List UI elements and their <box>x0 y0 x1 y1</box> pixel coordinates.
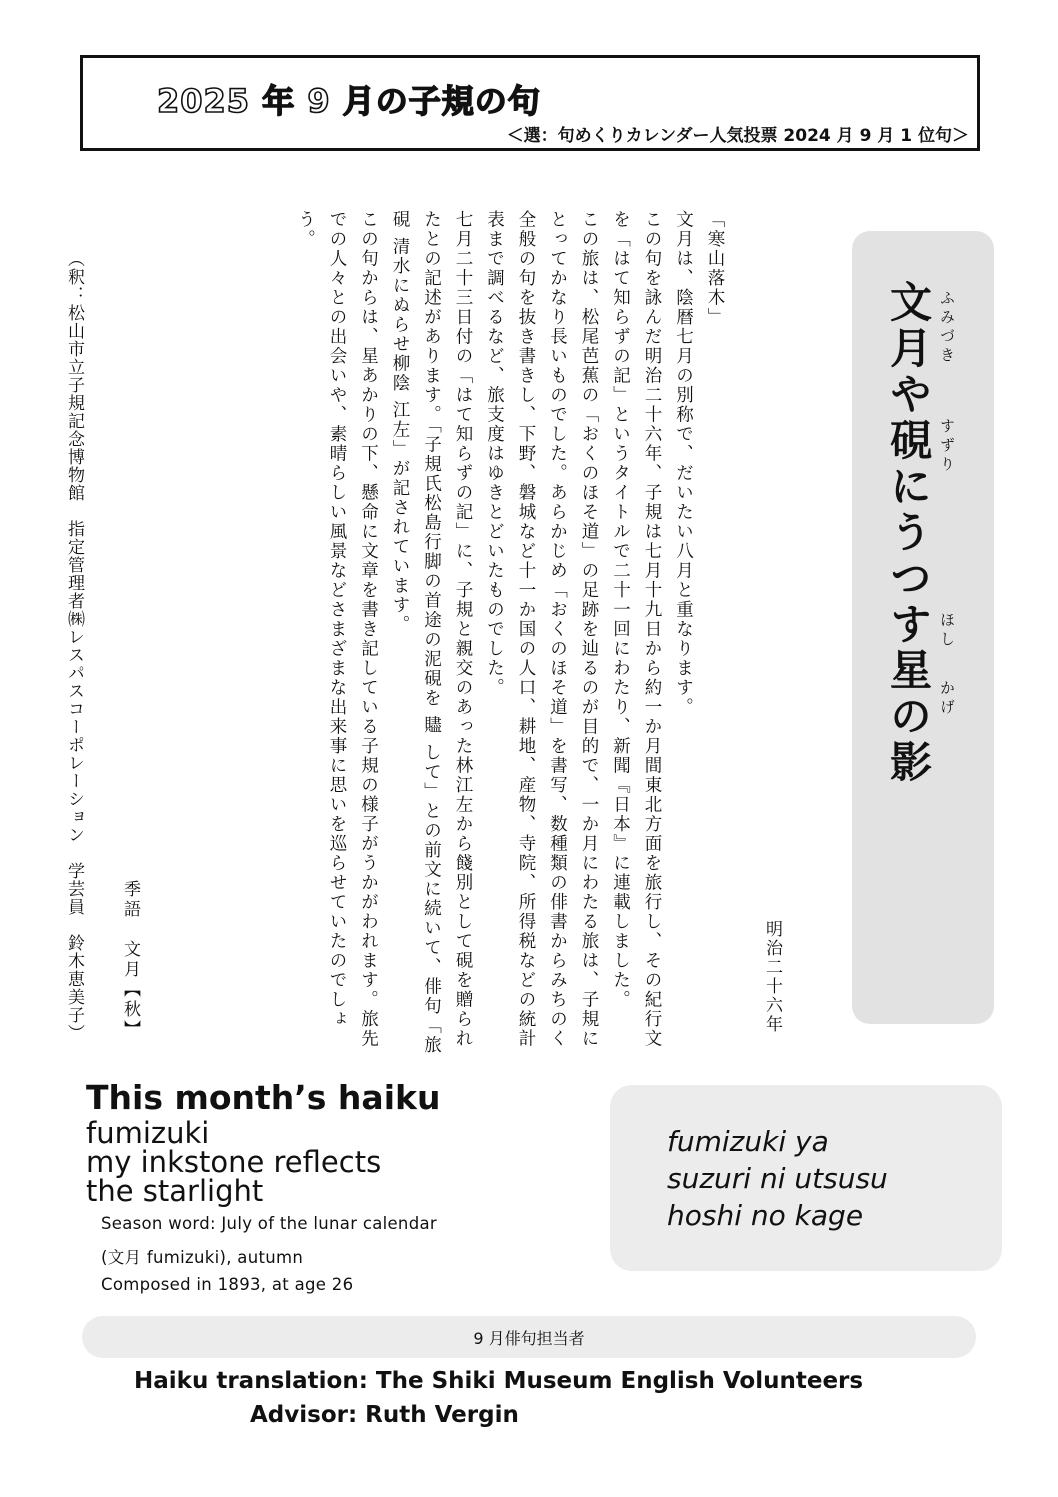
english-haiku-line: my inkstone reflects <box>86 1145 382 1179</box>
composition-date: 明治二十六年 <box>762 920 782 1034</box>
title-box <box>80 55 980 151</box>
english-haiku-line: fumizuki <box>86 1116 210 1150</box>
english-note: (文月 fumizuki), autumn <box>101 1248 304 1267</box>
commentary-source: 「寒山落木」 <box>705 210 725 327</box>
commentary-paragraph: 文月は、陰暦七月の別称で、だいたい八月と重なります。 <box>673 210 694 717</box>
season-word: 季語 文月【秋】 <box>120 880 140 1040</box>
footer-label: 9 月俳句担当者 <box>473 1329 585 1348</box>
page-title: 2025 年 9 月の子規の句 <box>157 82 541 120</box>
english-haiku-line: the starlight <box>86 1174 264 1208</box>
ruby-hoshi: ほし <box>938 612 956 650</box>
ruby-suzuri: すずり <box>938 418 956 475</box>
english-note: Season word: July of the lunar calendar <box>101 1214 437 1233</box>
romaji-line: fumizuki ya <box>667 1125 829 1158</box>
commentary-credit: （釈：松山市立子規記念博物館 指定管理者㈱レスパスコーポレーション 学芸員 鈴木恵美子） <box>64 250 84 1042</box>
page-subtitle: ＜選：句めくりカレンダー人気投票 2024 月 9 月 1 位句＞ <box>506 126 969 146</box>
ruby-kage: かげ <box>938 680 956 718</box>
commentary-paragraph: この句からは、星あかりの下、懸命に文章を書き記している子規の様子がうかがわれます。旅先での人々との出会いや、素晴らしい風景などさまざまな出来事に思いを巡らせていたのでしょう。 <box>295 210 379 1049</box>
translation-credit: Haiku translation: The Shiki Museum English Volunteers <box>134 1368 864 1394</box>
commentary-paragraph: この句を詠んだ明治二十六年、子規は七月十九日から約一か月間東北方面を旅行し、その紀行文を「はて知らずの記」というタイトルで二十一回にわたり、新聞『日本』に連載しました。 <box>610 210 662 1049</box>
romaji-line: hoshi no kage <box>667 1199 864 1232</box>
commentary-body <box>170 210 730 1060</box>
haiku-line-2: 硯にうつす星の影 <box>884 418 933 786</box>
romaji-line: suzuri ni utsusu <box>667 1162 888 1195</box>
ruby-fumizuki: ふみづき <box>938 290 956 366</box>
commentary-paragraph: この旅は、松尾芭蕉の「おくのほそ道」の足跡を辿るのが目的で、一か月にわたる旅は、子規にとってかなり長いものでした。あらかじめ「おくのほそ道」を書写、数種類の俳書からみちのく全般の句を抜き書きし、下野、磐城など十一か国の人口、耕地、産物、寺院、所得税などの統計表まで調べるなど、旅支度はゆきとどいたものでした。 <box>484 210 599 1049</box>
haiku-line-1: 文月や <box>884 280 933 418</box>
english-note: Composed in 1893, at age 26 <box>101 1275 354 1294</box>
advisor-credit: Advisor: Ruth Vergin <box>250 1402 519 1428</box>
commentary-paragraph: 七月二十三日付の「はて知らずの記」に、子規と親交のあった林江左から餞別として硯を贈られたとの記述があります。「子規氏松島行脚の首途の泥硯を 贐 して」との前文に続いて、俳句「旅硯 清水にぬらせ柳陰 江左」が記されています。 <box>390 210 473 1055</box>
english-heading: This month’s haiku <box>86 1078 441 1117</box>
